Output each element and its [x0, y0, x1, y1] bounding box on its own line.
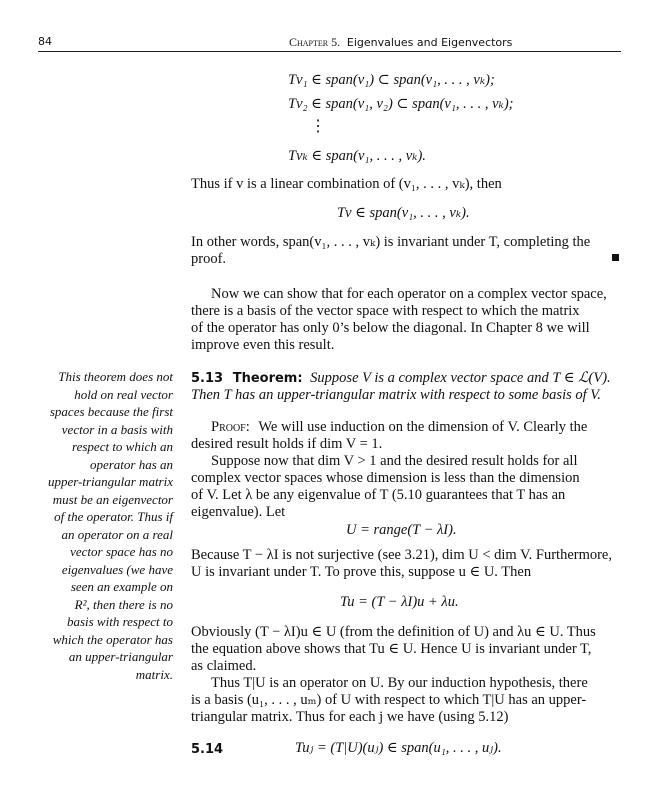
qed-square-icon	[612, 254, 619, 261]
proof-first-line: Proof: We will use induction on the dimension of V. Clearly the	[211, 419, 588, 435]
paragraph-line: Obviously (T − λI)u ∈ U (from the definition of U) and λu ∈ U. Thus	[191, 624, 596, 640]
paragraph-line: of the operator has only 0’s below the diagonal. In Chapter 8 we will	[191, 320, 590, 336]
sidenote-line: of the operator. Thus if	[54, 509, 173, 524]
display-line: Tv₁ ∈ span(v₁) ⊂ span(v₁, . . . , vₖ);	[288, 72, 495, 88]
sidenote-line: This theorem does not	[58, 369, 173, 384]
page-number: 84	[38, 35, 52, 48]
paragraph-line: there is a basis of the vector space with respect to which the matrix	[191, 303, 580, 319]
paragraph-line: Suppose now that dim V > 1 and the desired result holds for all	[211, 453, 578, 469]
paragraph-line: of V. Let λ be any eigenvalue of T (5.10 guarantees that T has an	[191, 487, 566, 503]
paragraph-line: improve even this result.	[191, 337, 335, 353]
sidenote-line: vector space has no	[70, 544, 173, 559]
paragraph-line: Thus T|U is an operator on U. By our induction hypothesis, there	[211, 675, 588, 691]
paragraph-line: Because T − λI is not surjective (see 3.21), dim U < dim V. Furthermore,	[191, 547, 612, 563]
tu-equation: Tu = (T − λI)u + λu.	[340, 594, 459, 610]
sidenote-line: operator has an	[89, 456, 173, 472]
thus-line: Thus if v is a linear combination of (v₁, . . . , vₖ), then	[191, 176, 502, 192]
sidenote-line: which the operator has	[52, 631, 173, 647]
sidenote-line: eigenvalues (we have	[61, 561, 173, 577]
paragraph-line: desired result holds if dim V = 1.	[191, 436, 383, 452]
tv-span-equation: Tv ∈ span(v₁, . . . , vₖ).	[337, 205, 470, 221]
paragraph-line: as claimed.	[191, 658, 257, 674]
chapter-title: Eigenvalues and Eigenvectors	[346, 36, 513, 49]
display-line: Tv₂ ∈ span(v₁, v₂) ⊂ span(v₁, . . . , vₖ);	[288, 96, 514, 112]
sidenote-line: an upper-triangular	[68, 649, 173, 664]
running-header	[289, 35, 512, 50]
display-line: Tvₖ ∈ span(v₁, . . . , vₖ).	[288, 148, 426, 164]
paragraph-line: In other words, span(v₁, . . . , vₖ) is invariant under T, completing the	[191, 234, 591, 250]
sidenote-line: an operator on a real	[61, 526, 173, 542]
equation-5-14: Tuⱼ = (T|U)(uⱼ) ∈ span(u₁, . . . , uⱼ).	[295, 740, 502, 756]
theorem-statement: Suppose V is a complex vector space and T ∈ ℒ(V).	[310, 370, 611, 386]
header-rule	[38, 51, 621, 52]
paragraph-line: U is invariant under T. To prove this, suppose u ∈ U. Then	[191, 564, 532, 580]
sidenote-line: R², then there is no	[74, 596, 173, 612]
theorem-number: 5.13	[191, 371, 224, 386]
theorem-statement: Then T has an upper-triangular matrix with respect to some basis of V.	[191, 387, 601, 403]
sidenote-line: hold on real vector	[74, 386, 173, 402]
paragraph-line: Now we can show that for each operator on a complex vector space,	[211, 286, 607, 302]
margin-sidenote	[30, 368, 173, 683]
theorem-label: Theorem:	[232, 371, 303, 386]
paragraph-line: triangular matrix. Thus for each j we have (using 5.12)	[191, 709, 509, 725]
paragraph-line: is a basis (u₁, . . . , uₘ) of U with respect to which T|U has an upper-	[191, 692, 587, 708]
proof-label: Proof:	[211, 419, 250, 435]
equation-number: 5.14	[191, 742, 224, 757]
chapter-label: Chapter 5.	[289, 35, 341, 49]
sidenote-line: respect to which an	[72, 439, 173, 454]
u-definition: U = range(T − λI).	[346, 522, 457, 538]
paragraph-line: the equation above shows that Tu ∈ U. Hence U is invariant under T,	[191, 641, 592, 657]
sidenote-line: vector in a basis with	[61, 421, 173, 437]
sidenote-line: spaces because the first	[49, 404, 173, 419]
paragraph-line: complex vector spaces whose dimension is less than the dimension	[191, 470, 580, 486]
sidenote-line: matrix.	[135, 666, 173, 682]
paragraph-line: proof.	[191, 251, 227, 267]
vertical-dots: ⋮	[310, 118, 326, 135]
sidenote-line: basis with respect to	[66, 614, 173, 629]
paragraph-line: eigenvalue). Let	[191, 504, 286, 520]
sidenote-line: upper-triangular matrix	[47, 474, 173, 489]
sidenote-line: seen an example on	[70, 579, 173, 594]
sidenote-line: must be an eigenvector	[52, 491, 173, 507]
